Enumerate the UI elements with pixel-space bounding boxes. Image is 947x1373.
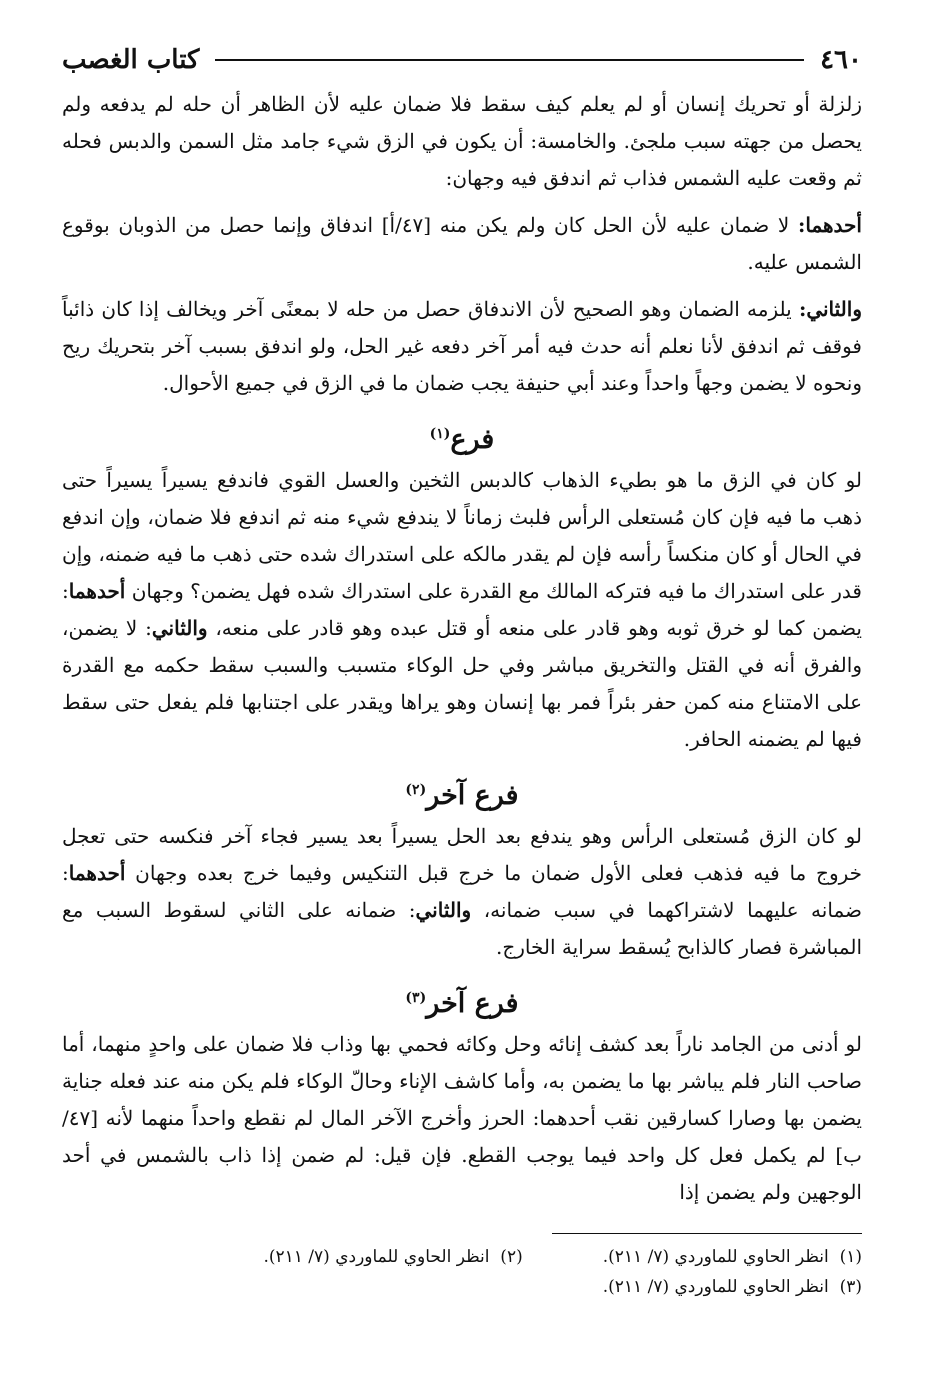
paragraph-3-text: يلزمه الضمان وهو الصحيح لأن الاندفاق حصل من حله لا بمعنًى آخر ويخالف إذا كان ذائباً فوقف ثم اندفق لأنا نعلم أنه حدث فيه أمر آخر دفعه غير الحل، ولو اندفق بسبب آخر بتحريك ريح ونحوه لا يضمن وجهاً واحداً وعند أبي حنيفة يجب ضمان ما في الزق في جميع الأحوال. [62,297,862,395]
paragraph-5-lead-1: أحدهما [68,861,126,885]
section-heading-2 [62,768,862,818]
paragraph-5-text-3: : ضمانه على الثاني لسقوط السبب مع المباشرة فصار كالذابح يُسقط سراية الخارج. [62,898,862,959]
footnote-rule [552,1233,862,1234]
paragraph-5-lead-2: والثاني [415,898,472,922]
book-title: كتاب الغصب [62,45,200,75]
section-heading-2-title: فرع آخر [426,780,519,811]
paragraph-1: زلزلة أو تحريك إنسان أو لم يعلم كيف سقط فلا ضمان عليه لأن الظاهر أن حله لم يدفعه ولم يحصل من جهته سبب ملجئ. والخامسة: أن يكون في الزق شيء جامد مثل السمن والدبس فحله ثم وقعت عليه الشمس فذاب ثم اندفق فيه وجهان: [62,92,862,190]
footnotes [62,1242,862,1302]
paragraph-4 [62,462,862,758]
paragraph-3 [62,291,862,402]
footnote-1 [603,1242,862,1272]
paragraph-6: لو أدنى من الجامد ناراً بعد كشف إنائه وحل وكائه فحمي بها وذاب فلا ضمان على واحدٍ منهما، أما صاحب النار فلم يباشر بها ما يضمن به، وأما كاشف الإناء وحالّ الوكاء فلم يكن منه عند فعله جناية يضمن بها وصارا كسارقين نقب أحدهما: الحرز وأخرج الآخر المال لم نقطع واحداً منهما لأنه [٤٧/ب] لم يكمل فعل كل واحد فيما يوجب القطع. فإن قيل: لم ضمن إذا ذاب بالشمس في أحد الوجهين ولم يضمن إذا [62,1032,862,1204]
footnote-3-text: انظر الحاوي للماوردي (٧/ ٢١١). [602,1277,829,1297]
section-heading-1 [62,412,862,462]
paragraph-4-lead-1: أحدهما [68,579,126,603]
book-page [62,34,862,1302]
paragraph-3-lead: والثاني: [798,297,862,321]
footnote-1-text: انظر الحاوي للماوردي (٧/ ٢١١). [602,1247,829,1267]
paragraph-5-text-1: لو كان الزق مُستعلى الرأس وهو يندفع بعد الحل يسيراً بعد يسير فجاء آخر فنكسه حتى تعجل خروج ما فيه فذهب فعلى الأول ضمان ما خرج قبل التنكيس وفيما خرج بعده وجهان [62,824,862,885]
footnote-3 [603,1272,862,1302]
paragraph-4-text-2: : يضمن كما لو خرق ثوبه وهو قادر على منعه أو قتل عبده وهو قادر على منعه، [61,579,862,640]
paragraph-5 [62,818,862,966]
header-rule [215,59,804,61]
paragraph-5-text-2: : ضمانه عليهما لاشتراكهما في سبب ضمانه، [62,861,862,922]
paragraph-4-text-3: : لا يضمن، والفرق أنه في القتل والتخريق مباشر وفي حل الوكاء متسبب والسبب سقط حكمه مع القدرة على الامتناع منه كمن حفر بئراً فمر بها إنسان وهو يراها ويقدر على اجتنابها فلم يفعل حتى سقط فيها لم يضمنه الحافر. [62,616,863,751]
footnote-row [62,1242,862,1272]
footnote-1-number: (١) [839,1247,862,1267]
paragraph-2 [62,207,862,281]
section-heading-3-title: فرع آخر [426,988,519,1019]
paragraph-2-text: لا ضمان عليه لأن الحل كان ولم يكن منه [٤٧/أ] اندفاق وإنما حصل من الذوبان بوقوع الشمس عليه. [62,213,862,274]
paragraph-4-text-1: لو كان في الزق ما هو بطيء الذهاب كالدبس الثخين والعسل القوي فاندفع يسيراً يسيراً حتى ذهب ما فيه فإن كان مُستعلى الرأس فلبث زماناً لا يندفع شيء منه ثم اندفع فلا ضمان، وإن اندفع في الحال أو كان منكساً رأسه فإن لم يقدر مالكه على استدراك شده حتى ذهب ما فيه ضمنه، وإن قدر على استدراك ما فيه فتركه المالك مع القدرة على استدراك شده فهل يضمن؟ وجهان [62,468,862,603]
section-heading-3-ref: (٣) [405,990,427,1006]
footnote-2-number: (٢) [500,1247,523,1267]
page-number: ٤٦٠ [820,45,862,75]
footnote-row [62,1272,862,1302]
page-header [62,34,862,86]
section-heading-1-ref: (١) [429,426,451,442]
paragraph-2-lead: أحدهما: [797,213,862,237]
footnote-2 [263,1242,522,1272]
paragraph-4-lead-2: والثاني [151,616,208,640]
section-heading-3 [62,976,862,1026]
section-heading-1-title: فرع [450,424,495,455]
footnote-2-text: انظر الحاوي للماوردي (٧/ ٢١١). [263,1247,490,1267]
footnote-3-number: (٣) [839,1277,862,1297]
section-heading-2-ref: (٢) [405,782,427,798]
